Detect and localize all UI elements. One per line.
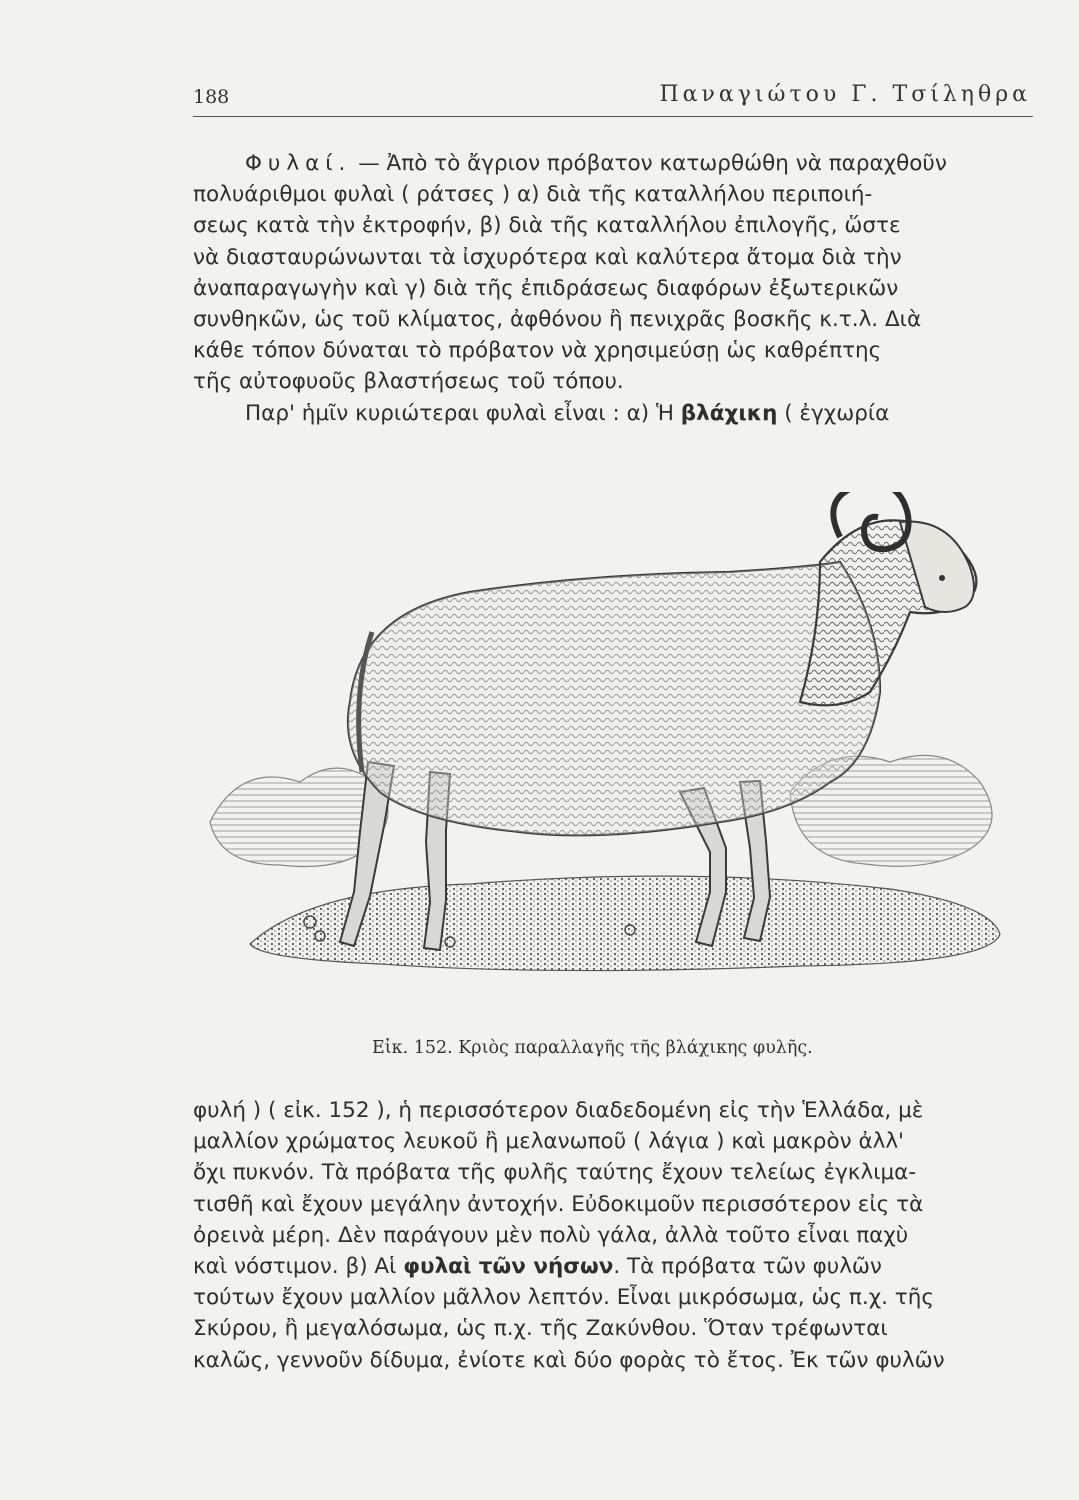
text-line: σεως κατὰ τὴν ἐκτροφήν, β) διὰ τῆς καταλλήλου ἐπιλογῆς, ὥστε	[193, 213, 901, 239]
ram-engraving	[200, 492, 1020, 988]
top-text-block	[193, 148, 1035, 429]
text-fragment: Παρ' ἡμῖν κυριώτεραι φυλαὶ εἶναι : α) Ἡ	[245, 400, 681, 426]
text-line: ὀρεινὰ μέρη. Δὲν παράγουν μὲν πολὺ γάλα, ἀλλὰ τοῦτο εἶναι παχὺ	[193, 1222, 909, 1248]
bottom-text-block	[193, 1095, 1035, 1376]
running-head: Παναγιώτου Γ. Τσίληθρα	[659, 82, 1031, 107]
text-line: συνθηκῶν, ὡς τοῦ κλίματος, ἀφθόνου ἢ πενιχρᾶς βοσκῆς κ.τ.λ. Διὰ	[193, 307, 922, 333]
text-line: ὄχι πυκνόν. Τὰ πρόβατα τῆς φυλῆς ταύτης ἔχουν τελείως ἐγκλιμα-	[193, 1160, 917, 1186]
text-line	[193, 398, 1035, 429]
text-fragment: καὶ νόστιμον. β) Αἱ	[193, 1254, 404, 1280]
text-fragment: . Τὰ πρόβατα τῶν φυλῶν	[613, 1254, 882, 1280]
text-line: καλῶς, γεννοῦν δίδυμα, ἐνίοτε καὶ δύο φορὰς τὸ ἔτος. Ἐκ τῶν φυλῶν	[193, 1347, 945, 1373]
text-line: μαλλίον χρώματος λευκοῦ ἢ μελανωποῦ ( λάγια ) καὶ μακρὸν ἀλλ'	[193, 1129, 904, 1155]
bold-term: βλάχικη	[680, 400, 778, 426]
text-line	[193, 1251, 1035, 1282]
ram-illustration	[200, 492, 1020, 988]
section-title: Φυλαί.	[245, 151, 352, 176]
text-line: φυλή ) ( εἰκ. 152 ), ἡ περισσότερον διαδεδομένη εἰς τὴν Ἑλλάδα, μὲ	[193, 1098, 924, 1123]
text-line: ἀναπαραγωγὴν καὶ γ) διὰ τῆς ἐπιδράσεως διαφόρων ἐξωτερικῶν	[193, 275, 899, 301]
text-line: κάθε τόπον δύναται τὸ πρόβατον νὰ χρησιμεύσῃ ὡς καθρέπτης	[193, 338, 882, 364]
text-line: τούτων ἔχουν μαλλίον μᾶλλον λεπτόν. Εἶναι μικρόσωμα, ὡς π.χ. τῆς	[193, 1285, 934, 1311]
figure-caption: Εἰκ. 152. Κριὸς παραλλαγῆς τῆς βλάχικης φυλῆς.	[372, 1038, 813, 1058]
text-line	[193, 148, 1035, 179]
bold-term: φυλαὶ τῶν νήσων	[403, 1254, 614, 1280]
text-line: νὰ διασταυρώνωνται τὰ ἰσχυρότερα καὶ καλύτερα ἄτομα διὰ τὴν	[193, 244, 902, 270]
page-number: 188	[193, 86, 230, 108]
text-line: τισθῆ καὶ ἔχουν μεγάλην ἀντοχήν. Εὐδοκιμοῦν περισσότερον εἰς τὰ	[193, 1191, 924, 1217]
text-line: Σκύρου, ἢ μεγαλόσωμα, ὡς π.χ. τῆς Ζακύνθου. Ὅταν τρέφωνται	[193, 1316, 888, 1342]
page-header	[193, 82, 1033, 117]
text-line: πολυάριθμοι φυλαὶ ( ράτσες ) α) διὰ τῆς καταλλήλου περιποιή-	[193, 182, 873, 208]
text-line: τῆς αὐτοφυοῦς βλαστήσεως τοῦ τόπου.	[193, 369, 624, 395]
text-fragment: — Ἀπὸ τὸ ἄγριον πρόβατον κατωρθώθη νὰ παραχθοῦν	[351, 151, 947, 176]
text-fragment: ( ἐγχωρία	[777, 400, 890, 426]
